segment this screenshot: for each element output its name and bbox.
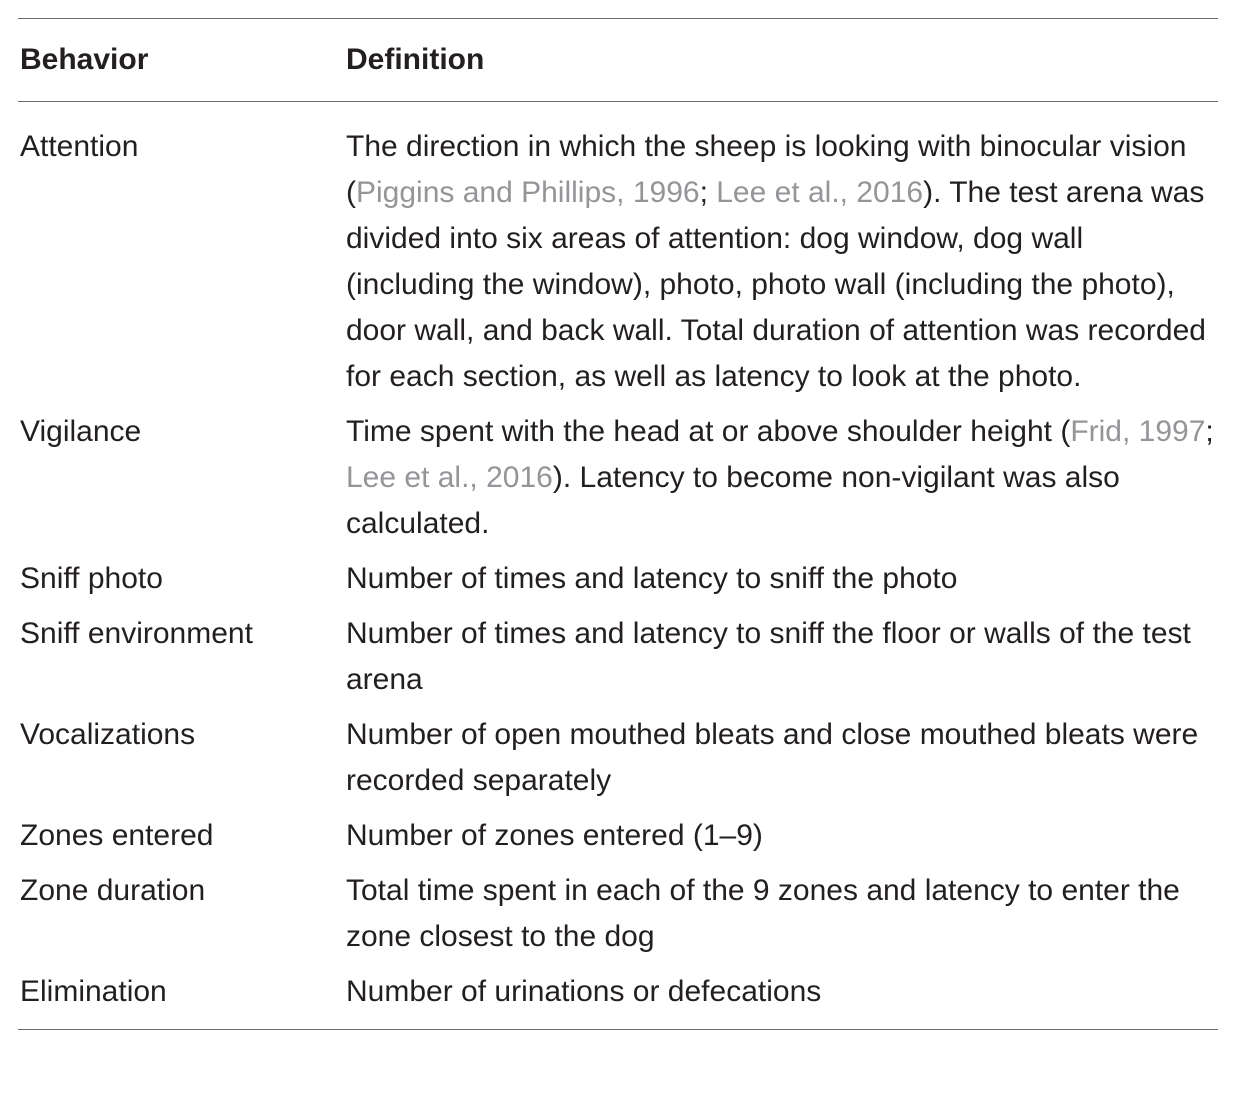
behavior-cell: Zones entered [20,819,214,852]
definition-text: Total time spent in each of the 9 zones and latency to enter the zone closest to the dog [346,874,1180,953]
definition-text: ). Latency to become non-vigilant was also calculated. [346,461,1120,540]
definition-text: Number of urinations or defecations [346,975,822,1008]
table-row [18,868,1218,960]
definition-text: Number of open mouthed bleats and close mouthed bleats were recorded separately [346,718,1199,797]
citation-link[interactable]: Piggins and Phillips, 1996 [356,176,700,209]
table-header-row [18,19,1218,101]
behavior-cell: Elimination [20,975,167,1008]
definition-text: Time spent with the head at or above shoulder height ( [346,415,1071,448]
definition-text: Number of times and latency to sniff the floor or walls of the test arena [346,617,1191,696]
citation-link[interactable]: Frid, 1997 [1070,415,1206,448]
bottom-rule [18,1029,1218,1030]
definition-cell [346,409,1218,547]
behavior-cell: Vocalizations [20,718,196,751]
header-behavior: Behavior [20,43,149,76]
table-body [18,102,1218,1029]
behavior-cell: Sniff environment [20,617,253,650]
table-row [18,611,1218,703]
definition-text: ; [1205,415,1214,448]
table-row [18,409,1218,547]
table-row [18,969,1218,1015]
definition-text: ; [699,176,717,209]
definition-cell [346,124,1218,400]
behavior-cell: Vigilance [20,415,142,448]
definition-text: Number of times and latency to sniff the photo [346,562,958,595]
definition-cell [346,868,1218,960]
table-row [18,124,1218,400]
citation-link[interactable]: Lee et al., 2016 [346,461,553,494]
definition-cell [346,969,1218,1015]
table-row [18,556,1218,602]
citation-link[interactable]: Lee et al., 2016 [716,176,924,209]
definition-text: Number of zones entered (1–9) [346,819,763,852]
definition-cell [346,611,1218,703]
definition-cell [346,556,1218,602]
behavior-cell: Attention [20,130,139,163]
behavior-cell: Zone duration [20,874,206,907]
definition-text: ). The test arena was divided into six areas of attention: dog window, dog wall (including the window), photo, photo wall (including the photo), door wall, and back wall. Total duration of attention was recorded for each section, as well as latency to look at the photo. [346,176,1206,393]
definition-cell [346,712,1218,804]
behavior-cell: Sniff photo [20,562,163,595]
behavior-definition-table [18,18,1218,1030]
definition-cell [346,813,1218,859]
table-row [18,712,1218,804]
header-definition: Definition [346,43,485,76]
table-row [18,813,1218,859]
definition-text: The direction in which the sheep is looking with binocular vision ( [346,130,1187,209]
